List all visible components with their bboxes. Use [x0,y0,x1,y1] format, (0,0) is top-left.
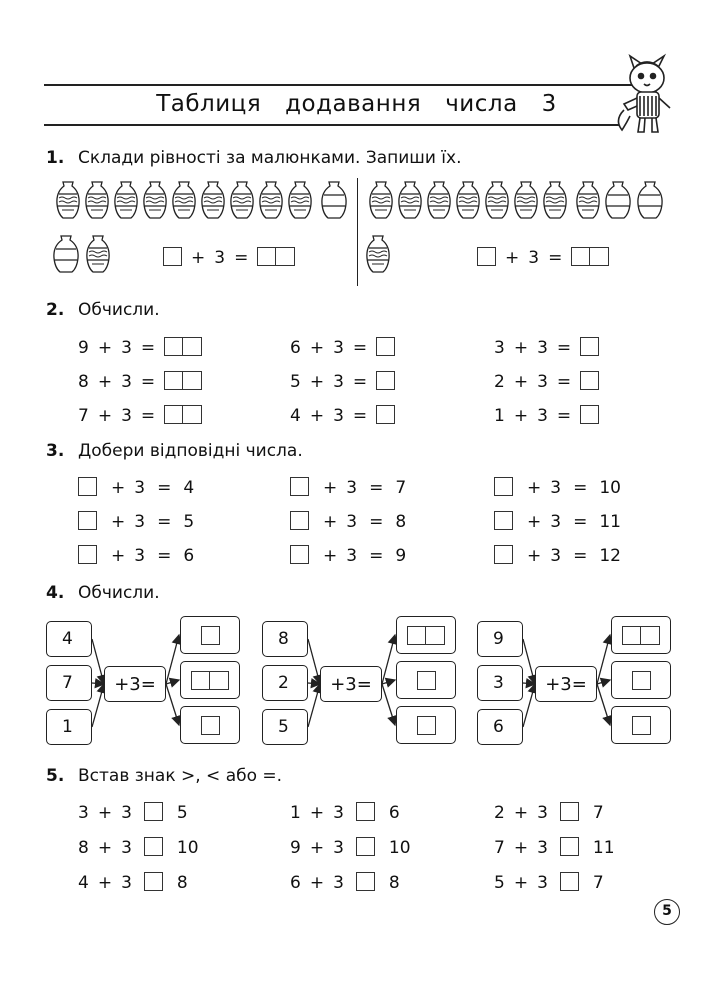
input-number-box: 8 [262,621,308,657]
output-answer-box [180,616,240,654]
arrow-in [523,684,535,727]
comparison: 1 + 3 6 [290,803,400,823]
equation: + 3 = 10 [494,477,621,499]
equation: 7 + 3 = [78,405,202,427]
sign-box[interactable] [356,837,375,856]
comparison: 4 + 3 8 [78,873,188,893]
equation: 2 + 3 = [494,371,599,393]
equation: 5 + 3 = [290,371,395,393]
output-answer-box [396,616,456,654]
arrow-out [382,635,395,684]
sign-box[interactable] [560,802,579,821]
operation-box: +3= [535,666,597,702]
arrow-in [92,684,104,727]
input-number-box: 6 [477,709,523,745]
task1-right-equation: + 3 = [477,247,609,269]
sign-box[interactable] [356,802,375,821]
comparison: 6 + 3 8 [290,873,400,893]
arrow-in [92,683,104,684]
sign-box[interactable] [144,872,163,891]
task1-text: Склади рівності за малюнками. Запиши їх. [78,148,462,168]
equation: 3 + 3 = [494,337,599,359]
answer-box[interactable] [417,671,436,690]
input-number-box: 4 [46,621,92,657]
answer-box-pair[interactable] [622,626,660,645]
arrow-in [92,639,104,684]
equation: + 3 = 5 [78,511,194,533]
equation: + 3 = 4 [78,477,194,499]
equation: 8 + 3 = [78,371,202,393]
equation: 4 + 3 = [290,405,395,427]
input-number-box: 1 [46,709,92,745]
arrow-out [166,684,179,725]
task1-left-equation: + 3 = [163,247,295,269]
arrow-out [166,635,179,684]
task5-number: 5. [46,766,65,786]
answer-box-pair[interactable] [191,671,229,690]
operation-box: +3= [104,666,166,702]
equation: + 3 = 11 [494,511,621,533]
task2-text: Обчисли. [78,300,160,320]
equation: 1 + 3 = [494,405,599,427]
output-answer-box [180,661,240,699]
answer-box[interactable] [632,671,651,690]
page-number: 5 [654,899,680,925]
arrow-out [166,680,179,684]
arrow-out [597,680,610,684]
equation: 9 + 3 = [78,337,202,359]
task5-text: Встав знак >, < або =. [78,766,283,786]
arrow-out [597,684,610,725]
output-answer-box [396,706,456,744]
arrow-in [308,684,320,727]
equation: + 3 = 12 [494,545,621,567]
page-title: Таблиця додавання числа 3 [156,91,557,117]
task2-number: 2. [46,300,65,320]
arrow-in [523,683,535,684]
sign-box[interactable] [560,837,579,856]
task3-text: Добери відповідні числа. [78,441,303,461]
input-number-box: 5 [262,709,308,745]
comparison: 8 + 3 10 [78,838,199,858]
output-answer-box [611,616,671,654]
answer-box[interactable] [417,716,436,735]
answer-box[interactable] [201,716,220,735]
comparison: 5 + 3 7 [494,873,604,893]
task4-text: Обчисли. [78,583,160,603]
task3-number: 3. [46,441,65,461]
input-number-box: 2 [262,665,308,701]
task1-number: 1. [46,148,65,168]
input-number-box: 9 [477,621,523,657]
output-answer-box [611,706,671,744]
arrow-out [382,680,395,684]
arrow-in [523,639,535,684]
comparison: 7 + 3 11 [494,838,615,858]
answer-box-pair[interactable] [407,626,445,645]
input-number-box: 3 [477,665,523,701]
arrow-out [382,684,395,725]
equation: + 3 = 6 [78,545,194,567]
operation-box: +3= [320,666,382,702]
output-answer-box [180,706,240,744]
arrow-out [597,635,610,684]
output-answer-box [396,661,456,699]
equation: + 3 = 7 [290,477,406,499]
comparison: 2 + 3 7 [494,803,604,823]
output-answer-box [611,661,671,699]
equation: + 3 = 8 [290,511,406,533]
answer-box[interactable] [201,626,220,645]
equation: + 3 = 9 [290,545,406,567]
sign-box[interactable] [144,837,163,856]
arrow-in [308,639,320,684]
task4-number: 4. [46,583,65,603]
equation: 6 + 3 = [290,337,395,359]
sign-box[interactable] [356,872,375,891]
arrow-in [308,683,320,684]
answer-box[interactable] [632,716,651,735]
sign-box[interactable] [560,872,579,891]
comparison: 3 + 3 5 [78,803,188,823]
comparison: 9 + 3 10 [290,838,411,858]
input-number-box: 7 [46,665,92,701]
sign-box[interactable] [144,802,163,821]
